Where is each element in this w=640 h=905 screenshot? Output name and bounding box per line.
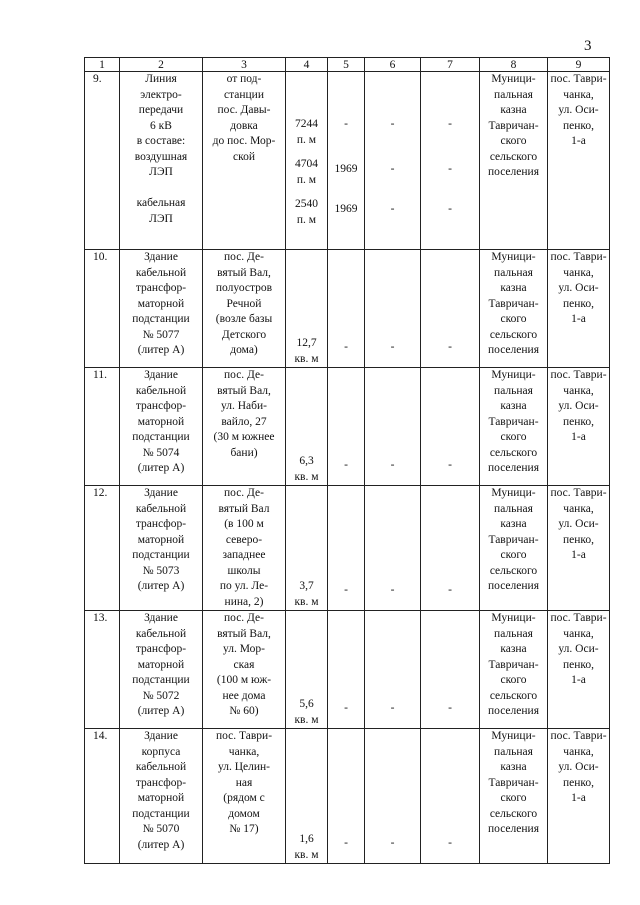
area-value: 3,7 [299, 580, 314, 592]
lep-air-c5: 1969 [334, 162, 358, 175]
object-name [120, 250, 203, 368]
row-number: 14. [85, 729, 120, 864]
property-registry-table [84, 57, 610, 864]
text-line: пос. Таври- [550, 73, 607, 85]
column-header: 6 [365, 58, 421, 72]
text-line: чанка, [563, 384, 594, 397]
text-line: пос. Таври- [550, 612, 607, 624]
object-area [286, 611, 328, 729]
text-line: (100 м юж- [216, 674, 272, 686]
text-line: нее дома [222, 689, 266, 702]
text-line: корпуса [141, 745, 181, 758]
text-line: дома) [230, 344, 258, 356]
text-line: пальная [494, 88, 533, 101]
text-line: пос. Таври- [550, 251, 607, 263]
table-row [85, 729, 610, 864]
object-name [120, 729, 203, 864]
object-address [548, 729, 610, 864]
row-number: 11. [85, 368, 120, 486]
column-header: 8 [480, 58, 548, 72]
lep-total-c7: - [448, 118, 452, 130]
object-year: - [328, 368, 365, 486]
text-line: сельского [489, 150, 538, 163]
lep-air-c7: - [448, 162, 452, 175]
object-name [120, 611, 203, 729]
text-line: (30 м южнее [213, 431, 275, 443]
text-line: поселения [488, 166, 539, 178]
object-area [286, 486, 328, 611]
text-line: казна [500, 643, 527, 655]
page-number: 3 [584, 38, 592, 54]
text-line: вятый Вал [218, 502, 270, 515]
text-line: кабельной [135, 384, 187, 397]
text-line: ул. Целин- [217, 761, 271, 773]
area-unit: кв. м [294, 713, 319, 726]
text-line: сельского [489, 564, 538, 577]
text-line: 1-а [571, 792, 586, 804]
object-address [548, 368, 610, 486]
text-line: чанка, [563, 266, 594, 279]
text-line: ная [235, 776, 253, 789]
text-line: сельского [489, 446, 538, 459]
object-col7 [421, 72, 480, 250]
text-line: пальная [494, 627, 533, 640]
text-line: ул. Мор- [222, 643, 265, 655]
object-name [120, 486, 203, 611]
text-line: Муници- [491, 73, 536, 85]
text-line: пенко, [562, 658, 595, 671]
row-number: 10. [85, 250, 120, 368]
text-line: Тавричан- [488, 297, 539, 310]
text-line: поселения [488, 705, 539, 717]
column-header: 7 [421, 58, 480, 72]
lep-total-unit: п. м [296, 133, 317, 146]
text-line: чанка, [228, 745, 260, 758]
text-line: пос. Таври- [550, 730, 607, 742]
text-line: казна [500, 282, 527, 294]
text-line: кабельной [135, 627, 187, 640]
object-year: - [328, 486, 365, 611]
text-line: в составе: [136, 135, 186, 147]
text-line: сельского [489, 689, 538, 702]
text-line: трансфор- [135, 400, 187, 412]
object-col6: - [365, 729, 421, 864]
text-line: Здание [144, 487, 178, 499]
object-area [286, 368, 328, 486]
object-col7: - [421, 729, 480, 864]
area-unit: кв. м [294, 848, 319, 861]
text-line: кабельной [135, 266, 187, 279]
object-col6: - [365, 250, 421, 368]
text-line: Муници- [491, 369, 536, 381]
text-line: ЛЭП [149, 166, 173, 178]
text-line: поселения [488, 344, 539, 356]
text-line: ской [232, 150, 255, 163]
lep-cable-c6: - [390, 203, 395, 215]
area-unit: кв. м [294, 470, 319, 483]
text-line: ул. Оси- [558, 761, 599, 773]
text-line: ского [500, 549, 527, 561]
area-unit: кв. м [294, 595, 319, 608]
text-line: Тавричан- [488, 776, 539, 789]
text-line: казна [500, 104, 527, 116]
text-line: Муници- [491, 612, 536, 624]
text-line: ул. Наби- [221, 400, 267, 412]
text-line: № 5070 [142, 823, 180, 835]
text-line: полуостров [215, 282, 273, 294]
lep-air-unit: п. м [296, 173, 317, 186]
text-line: кабельная [136, 197, 186, 209]
lep-total-c6: - [390, 118, 395, 130]
text-line: казна [500, 761, 527, 773]
text-line: пенко, [562, 415, 595, 428]
object-year: - [328, 729, 365, 864]
text-line: Тавричан- [488, 119, 539, 132]
object-col7: - [421, 250, 480, 368]
object-location [203, 611, 286, 729]
text-line: вятый Вал, [217, 384, 271, 397]
text-line: пос. Таври- [215, 730, 273, 742]
text-line: Линия [145, 73, 177, 85]
text-line: школы [227, 564, 261, 577]
text-line: ул. Оси- [558, 400, 599, 412]
text-line: кабельной [135, 502, 187, 515]
text-line: № 5073 [142, 564, 180, 577]
text-line: северо- [225, 533, 263, 546]
lep-air-value: 4704 [295, 158, 318, 170]
text-line: трансфор- [135, 643, 187, 655]
text-line: (литер А) [137, 462, 185, 474]
text-line: подстанции [132, 549, 190, 561]
object-name [120, 368, 203, 486]
text-line: Речной [226, 297, 262, 310]
text-line: (возле базы [215, 313, 273, 325]
text-line: Тавричан- [488, 533, 539, 546]
object-col6: - [365, 368, 421, 486]
text-line: ул. Оси- [558, 518, 599, 530]
object-owner [480, 368, 548, 486]
text-line: Тавричан- [488, 658, 539, 671]
text-line: ул. Оси- [558, 282, 599, 294]
text-line: № 5077 [142, 328, 180, 341]
text-line: пос. Де- [224, 487, 264, 499]
object-area [286, 250, 328, 368]
text-line: по ул. Ле- [219, 580, 269, 592]
text-line: бани) [230, 446, 258, 459]
text-line: вятый Вал, [217, 266, 271, 279]
row-number: 9. [85, 72, 120, 250]
text-line: чанка, [563, 88, 594, 101]
lep-cable-unit: п. м [296, 213, 317, 226]
text-line: (в 100 м [224, 518, 264, 530]
object-name [120, 72, 203, 250]
text-line: чанка, [563, 502, 594, 515]
object-location [203, 250, 286, 368]
lep-cable-c5: 1969 [334, 203, 358, 215]
text-line: чанка, [563, 627, 594, 640]
text-line: пенко, [562, 533, 595, 546]
area-value: 12,7 [296, 337, 317, 349]
text-line: станции [224, 88, 264, 101]
object-owner [480, 72, 548, 250]
object-length [286, 72, 328, 250]
column-header: 1 [85, 58, 120, 72]
text-line: ского [500, 431, 527, 443]
text-line: маторной [137, 297, 185, 310]
text-line: пос. Давы- [217, 104, 271, 116]
text-line: поселения [488, 823, 539, 835]
object-col7: - [421, 611, 480, 729]
column-header: 2 [120, 58, 203, 72]
text-line: западнее [222, 549, 266, 561]
text-line: пальная [494, 745, 533, 758]
object-area [286, 729, 328, 864]
text-line: трансфор- [135, 518, 187, 530]
text-line: Муници- [491, 730, 536, 742]
object-address [548, 250, 610, 368]
text-line: ского [500, 674, 527, 686]
text-line: ского [500, 313, 527, 325]
text-line: ская [233, 658, 255, 671]
table-row [85, 72, 610, 250]
text-line: ского [500, 792, 527, 804]
text-line: довка [230, 119, 258, 132]
text-line: ул. Оси- [558, 643, 599, 655]
lep-total-c5: - [344, 118, 348, 130]
object-year: - [328, 611, 365, 729]
text-line: чанка, [563, 745, 594, 758]
object-year [328, 72, 365, 250]
object-col7: - [421, 368, 480, 486]
text-line: пос. Де- [224, 612, 264, 624]
object-col7: - [421, 486, 480, 611]
lep-air-c6: - [390, 162, 395, 175]
text-line: (литер А) [137, 838, 185, 851]
text-line: сельского [489, 807, 538, 820]
text-line: сельского [489, 328, 538, 341]
text-line: 1-а [571, 674, 586, 686]
text-line: пенко, [562, 119, 595, 132]
text-line: от под- [226, 73, 262, 85]
text-line: пальная [494, 384, 533, 397]
text-line: пенко, [562, 776, 595, 789]
object-owner [480, 250, 548, 368]
object-address [548, 72, 610, 250]
text-line: пос. Де- [224, 369, 264, 381]
text-line: электро- [140, 88, 182, 101]
text-line: ЛЭП [149, 212, 173, 225]
object-col6: - [365, 486, 421, 611]
area-unit: кв. м [294, 352, 319, 365]
column-header: 9 [548, 58, 610, 72]
text-line: домом [228, 807, 260, 820]
text-line: Тавричан- [488, 415, 539, 428]
text-line: Муници- [491, 251, 536, 263]
text-line: нина, 2) [224, 595, 264, 608]
text-line: вятый Вал, [217, 627, 271, 640]
text-line: (литер А) [137, 705, 185, 717]
object-location [203, 729, 286, 864]
text-line: (литер А) [137, 580, 185, 592]
text-line: Здание [144, 612, 178, 624]
text-line: ского [500, 135, 527, 147]
text-line: пос. Таври- [550, 369, 607, 381]
object-owner [480, 611, 548, 729]
text-line: (рядом с [223, 792, 265, 804]
lep-cable-value: 2540 [295, 198, 318, 210]
column-header: 5 [328, 58, 365, 72]
text-line: маторной [137, 792, 185, 804]
text-line: (литер А) [137, 344, 185, 356]
text-line: № 17) [229, 823, 259, 835]
table-row [85, 611, 610, 729]
text-line: пос. Таври- [550, 487, 607, 499]
object-location [203, 368, 286, 486]
text-line: поселения [488, 462, 539, 474]
text-line: № 5072 [142, 689, 180, 702]
text-line: Здание [144, 369, 178, 381]
column-header: 4 [286, 58, 328, 72]
column-header: 3 [203, 58, 286, 72]
row-number: 13. [85, 611, 120, 729]
text-line: Муници- [491, 487, 536, 499]
text-line: до пос. Мор- [212, 135, 276, 147]
object-col6 [365, 72, 421, 250]
text-line: № 60) [229, 705, 259, 717]
text-line: подстанции [132, 674, 190, 686]
text-line: пос. Де- [224, 251, 264, 263]
text-line: трансфор- [135, 282, 187, 294]
object-address [548, 486, 610, 611]
text-line: Здание [144, 730, 178, 742]
table-row [85, 486, 610, 611]
table-row [85, 368, 610, 486]
text-line: пальная [494, 502, 533, 515]
text-line: Здание [144, 251, 178, 263]
text-line: подстанции [132, 807, 190, 820]
table-row [85, 250, 610, 368]
text-line: поселения [488, 580, 539, 592]
text-line [122, 181, 200, 197]
object-owner [480, 486, 548, 611]
area-value: 5,6 [299, 698, 314, 710]
text-line: передачи [138, 104, 184, 116]
lep-total-value: 7244 [295, 118, 318, 130]
area-value: 6,3 [299, 455, 314, 467]
header-row [85, 58, 610, 72]
row-number: 12. [85, 486, 120, 611]
text-line: подстанции [132, 313, 190, 325]
text-line: ул. Оси- [558, 104, 599, 116]
object-owner [480, 729, 548, 864]
text-line: вайло, 27 [221, 415, 267, 428]
text-line: 6 кВ [150, 119, 172, 132]
text-line: трансфор- [135, 776, 187, 789]
text-line: пенко, [562, 297, 595, 310]
object-address [548, 611, 610, 729]
text-line: воздушная [134, 150, 188, 163]
text-line: маторной [137, 415, 185, 428]
object-location [203, 486, 286, 611]
text-line: Детского [221, 328, 267, 341]
text-line: маторной [137, 658, 185, 671]
object-location [203, 72, 286, 250]
text-line: 1-а [571, 431, 586, 443]
text-line: кабельной [135, 761, 187, 773]
text-line: казна [500, 518, 527, 530]
text-line: № 5074 [142, 446, 180, 459]
text-line: маторной [137, 533, 185, 546]
text-line: казна [500, 400, 527, 412]
lep-cable-c7: - [448, 203, 452, 215]
object-col6: - [365, 611, 421, 729]
object-year: - [328, 250, 365, 368]
text-line: пальная [494, 266, 533, 279]
text-line: 1-а [571, 549, 586, 561]
area-value: 1,6 [299, 833, 314, 845]
text-line: подстанции [132, 431, 190, 443]
text-line: 1-а [571, 135, 586, 147]
text-line: 1-а [571, 313, 586, 325]
